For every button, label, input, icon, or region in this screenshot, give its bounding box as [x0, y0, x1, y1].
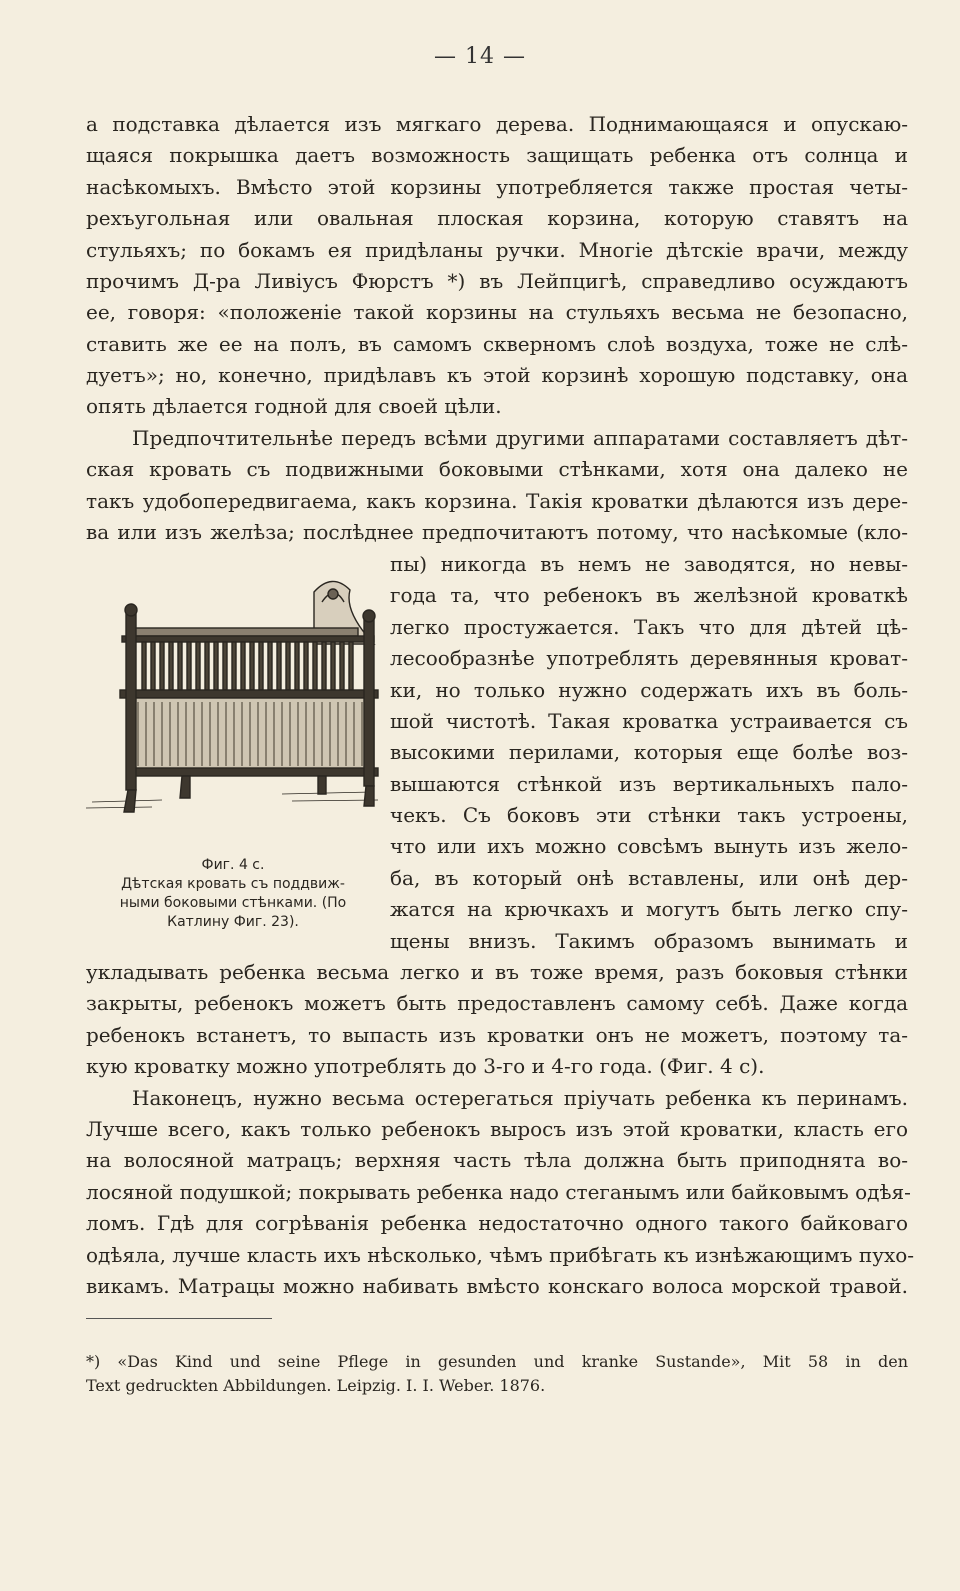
text-line: высокими перилами, которыя еще болѣе воз- — [390, 740, 908, 764]
footnote-rule — [86, 1318, 272, 1319]
text-line: ва или изъ желѣза; послѣднее предпочитаютъ потому, что насѣкомые (кло- — [86, 520, 908, 544]
text-line: ки, но только нужно содержать ихъ въ боль- — [390, 678, 908, 702]
caption-line: ными боковыми стѣнками. (По — [119, 895, 347, 911]
crib-spindle — [169, 642, 173, 690]
text-line: шой чистотѣ. Такая кроватка устраивается съ — [390, 709, 908, 733]
text-line: стульяхъ; по бокамъ ея придѣланы ручки. Многіе дѣтскіе врачи, между — [86, 238, 908, 262]
text-line: пы) никогда въ немъ не заводятся, но невы- — [390, 552, 908, 576]
text-line: укладывать ребенка весьма легко и въ тоже время, разъ боковыя стѣнки — [86, 960, 908, 984]
crib-spindle — [232, 642, 236, 690]
text-line: дуетъ»; но, конечно, придѣлавъ къ этой корзинѣ хорошую подставку, она — [86, 363, 908, 387]
text-line: щаяся покрышка даетъ возможность защищать ребенка отъ солнца и — [86, 143, 908, 167]
text-line: ставить же ее на полъ, въ самомъ скверномъ слоѣ воздуха, тоже не слѣ- — [86, 332, 908, 356]
crib-spindle — [241, 642, 245, 690]
crib-spindle — [250, 642, 254, 690]
text-line: лесообразнѣе употреблять деревянныя кроват- — [390, 646, 908, 670]
crib-spindle — [151, 642, 155, 690]
paragraph-first-line: Наконецъ, нужно весьма остерегаться пріучать ребенка къ перинамъ. — [132, 1086, 908, 1110]
text-line: одѣяла, лучше класть ихъ нѣсколько, чѣмъ прибѣгать къ изнѣжающимъ пухо- — [86, 1243, 915, 1267]
crib-spindle — [340, 642, 344, 690]
page-number: — 14 — — [434, 44, 526, 69]
text-line: щены внизъ. Такимъ образомъ вынимать и — [390, 929, 908, 953]
text-line: жатся на крючкахъ и могутъ быть легко спу- — [390, 897, 908, 921]
crib-spindle — [349, 642, 353, 690]
footnote-line: *) «Das Kind und seine Pflege in gesunden und kranke Sustande», Mit 58 in den — [86, 1352, 908, 1371]
text-line: ба, въ который онѣ вставлены, или онѣ дер- — [390, 866, 908, 890]
text-line: что или ихъ можно совсѣмъ вынуть изъ жело- — [390, 834, 908, 858]
crib-illustration — [82, 572, 382, 848]
crib-spindle — [268, 642, 272, 690]
text-line: лосяной подушкой; покрывать ребенка надо стеганымъ или байковымъ одѣя- — [86, 1180, 911, 1204]
caption-line: Катлину Фиг. 23). — [167, 914, 299, 930]
text-line: вышаются стѣнкой изъ вертикальныхъ пало- — [390, 772, 908, 796]
text-line: ее, говоря: «положеніе такой корзины на стульяхъ весьма не безопасно, — [86, 300, 908, 324]
paragraph-first-line: Предпочтительнѣе передъ всѣми другими аппаратами составляетъ дѣт- — [132, 426, 908, 450]
text-line: легко простужается. Такъ что для дѣтей цѣ- — [390, 615, 908, 639]
text-line: ская кровать съ подвижными боковыми стѣнками, хотя она далеко не — [86, 457, 908, 481]
crib-spindle — [160, 642, 164, 690]
text-line: а подставка дѣлается изъ мягкаго дерева. Поднимающаяся и опускаю- — [86, 112, 908, 136]
text-line: кую кроватку можно употреблять до 3-го и 4-го года. (Фиг. 4 с). — [86, 1054, 765, 1078]
text-line: года та, что ребенокъ въ желѣзной кроваткѣ — [390, 583, 908, 607]
crib-spindle — [223, 642, 227, 690]
text-line: чекъ. Съ боковъ эти стѣнки такъ устроены, — [390, 803, 908, 827]
text-line: викамъ. Матрацы можно набивать вмѣсто конскаго волоса морской травой. — [86, 1274, 908, 1298]
crib-spindle — [304, 642, 308, 690]
text-line: рехъугольная или овальная плоская корзина, которую ставятъ на — [86, 206, 908, 230]
crib-spindle — [196, 642, 200, 690]
caption-line: Дѣтская кровать съ поддвиж- — [121, 876, 345, 892]
crib-spindle — [277, 642, 281, 690]
crib-spindle — [259, 642, 263, 690]
text-line: на волосяной матрацъ; верхняя часть тѣла должна быть приподнята во- — [86, 1148, 908, 1172]
crib-spindle — [205, 642, 209, 690]
text-line: насѣкомыхъ. Вмѣсто этой корзины употребляется также простая четы- — [86, 175, 908, 199]
text-line: ребенокъ встанетъ, то выпасть изъ кроватки онъ не можетъ, поэтому та- — [86, 1023, 908, 1047]
crib-spindle — [214, 642, 218, 690]
text-line: ломъ. Гдѣ для согрѣванія ребенка недостаточно одного такого байковаго — [86, 1211, 908, 1235]
crib-spindle — [286, 642, 290, 690]
crib-spindle — [322, 642, 326, 690]
crib-spindle — [295, 642, 299, 690]
crib-spindle — [142, 642, 146, 690]
crib-spindle — [331, 642, 335, 690]
text-line: такъ удобопередвигаема, какъ корзина. Такія кроватки дѣлаются изъ дере- — [86, 489, 908, 513]
footnote-line: Text gedruckten Abbildungen. Leipzig. I. I. Weber. 1876. — [86, 1376, 546, 1395]
figure-number: Фиг. 4 с. — [201, 857, 265, 873]
figure-caption — [86, 856, 380, 932]
text-line: опять дѣлается годной для своей цѣли. — [86, 394, 502, 418]
crib-spindle — [313, 642, 317, 690]
text-line: прочимъ Д-ра Ливіусъ Фюрстъ *) въ Лейпцигѣ, справедливо осуждаютъ — [86, 269, 908, 293]
crib-spindle — [178, 642, 182, 690]
text-line: закрыты, ребенокъ можетъ быть предоставленъ самому себѣ. Даже когда — [86, 991, 908, 1015]
text-line: Лучше всего, какъ только ребенокъ выросъ изъ этой кроватки, класть его — [86, 1117, 908, 1141]
crib-spindle — [187, 642, 191, 690]
